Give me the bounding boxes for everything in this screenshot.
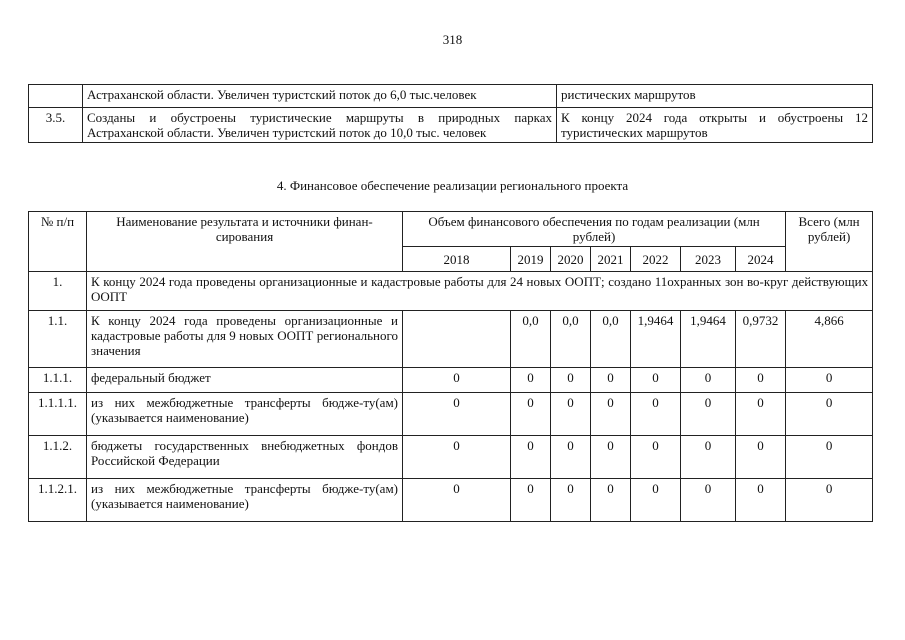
row-number: 1.1.2.	[29, 436, 87, 479]
table-row	[29, 479, 873, 522]
header-year: 2019	[511, 247, 551, 272]
value-cell: 0	[403, 436, 511, 479]
value-cell: 0	[631, 393, 681, 436]
row-number	[29, 85, 83, 108]
header-year: 2018	[403, 247, 511, 272]
value-cell: 0	[551, 368, 591, 393]
section-row-text: К концу 2024 года проведены организационные и кадастровые работы для 24 новых ООПТ; создано 11охранных зон во-круг действующих ООПТ	[87, 272, 873, 311]
value-cell: 0	[631, 368, 681, 393]
value-cell: 0	[736, 368, 786, 393]
table-row	[29, 311, 873, 368]
row-number: 1.1.	[29, 311, 87, 368]
row-number: 3.5.	[29, 108, 83, 143]
value-cell: 0	[736, 393, 786, 436]
value-cell: 0	[551, 436, 591, 479]
value-cell: 0,0	[551, 311, 591, 368]
value-cell: 0,0	[511, 311, 551, 368]
value-cell: 0	[511, 479, 551, 522]
row-number: 1.	[29, 272, 87, 311]
header-name: Наименование результата и источники финан-сирования	[87, 212, 403, 272]
total-cell: 4,866	[786, 311, 873, 368]
value-cell: 1,9464	[681, 311, 736, 368]
value-cell: 1,9464	[631, 311, 681, 368]
header-num: № п/п	[29, 212, 87, 272]
header-year: 2024	[736, 247, 786, 272]
value-cell: 0	[551, 393, 591, 436]
value-cell: 0	[681, 479, 736, 522]
total-cell: 0	[786, 436, 873, 479]
total-cell: 0	[786, 368, 873, 393]
table-row	[29, 436, 873, 479]
result-text: Астраханской области. Увеличен туристский поток до 6,0 тыс.человек	[83, 85, 557, 108]
value-cell: 0	[681, 368, 736, 393]
value-cell: 0	[591, 368, 631, 393]
total-cell: 0	[786, 393, 873, 436]
result-text: Созданы и обустроены туристические маршруты в природных парках Астраханской области. Увеличен туристский поток до 10,0 тыс. человек	[83, 108, 557, 143]
value-cell: 0	[591, 479, 631, 522]
row-name: из них межбюджетные трансферты бюдже-ту(ам) (указывается наименование)	[87, 479, 403, 522]
target-text: ристических маршрутов	[557, 85, 873, 108]
financing-table	[28, 211, 873, 522]
total-cell: 0	[786, 479, 873, 522]
value-cell: 0,0	[591, 311, 631, 368]
value-cell: 0,9732	[736, 311, 786, 368]
value-cell: 0	[591, 393, 631, 436]
value-cell: 0	[591, 436, 631, 479]
value-cell	[403, 311, 511, 368]
value-cell: 0	[681, 436, 736, 479]
table-row	[29, 368, 873, 393]
header-year: 2020	[551, 247, 591, 272]
header-year: 2023	[681, 247, 736, 272]
row-name: К концу 2024 года проведены организационные и кадастровые работы для 9 новых ООПТ регионального значения	[87, 311, 403, 368]
table-row	[29, 85, 873, 108]
value-cell: 0	[631, 479, 681, 522]
value-cell: 0	[551, 479, 591, 522]
row-name: федеральный бюджет	[87, 368, 403, 393]
table-row	[29, 108, 873, 143]
value-cell: 0	[511, 368, 551, 393]
header-total: Всего (млн рублей)	[786, 212, 873, 272]
value-cell: 0	[511, 436, 551, 479]
value-cell: 0	[403, 368, 511, 393]
page-number: 318	[442, 32, 463, 47]
header-volume: Объем финансового обеспечения по годам реализации (млн рублей)	[403, 212, 786, 247]
row-name: из них межбюджетные трансферты бюдже-ту(ам) (указывается наименование)	[87, 393, 403, 436]
section-title: 4. Финансовое обеспечение реализации регионального проекта	[276, 178, 629, 193]
results-table	[28, 84, 873, 143]
value-cell: 0	[736, 479, 786, 522]
table-row	[29, 393, 873, 436]
value-cell: 0	[403, 479, 511, 522]
header-year: 2022	[631, 247, 681, 272]
value-cell: 0	[511, 393, 551, 436]
row-number: 1.1.1.1.	[29, 393, 87, 436]
header-row	[29, 212, 873, 247]
value-cell: 0	[681, 393, 736, 436]
value-cell: 0	[403, 393, 511, 436]
row-name: бюджеты государственных внебюджетных фондов Российской Федерации	[87, 436, 403, 479]
header-year: 2021	[591, 247, 631, 272]
value-cell: 0	[736, 436, 786, 479]
section-row	[29, 272, 873, 311]
value-cell: 0	[631, 436, 681, 479]
target-text: К концу 2024 года открыты и обустроены 12 туристических маршрутов	[557, 108, 873, 143]
row-number: 1.1.2.1.	[29, 479, 87, 522]
row-number: 1.1.1.	[29, 368, 87, 393]
